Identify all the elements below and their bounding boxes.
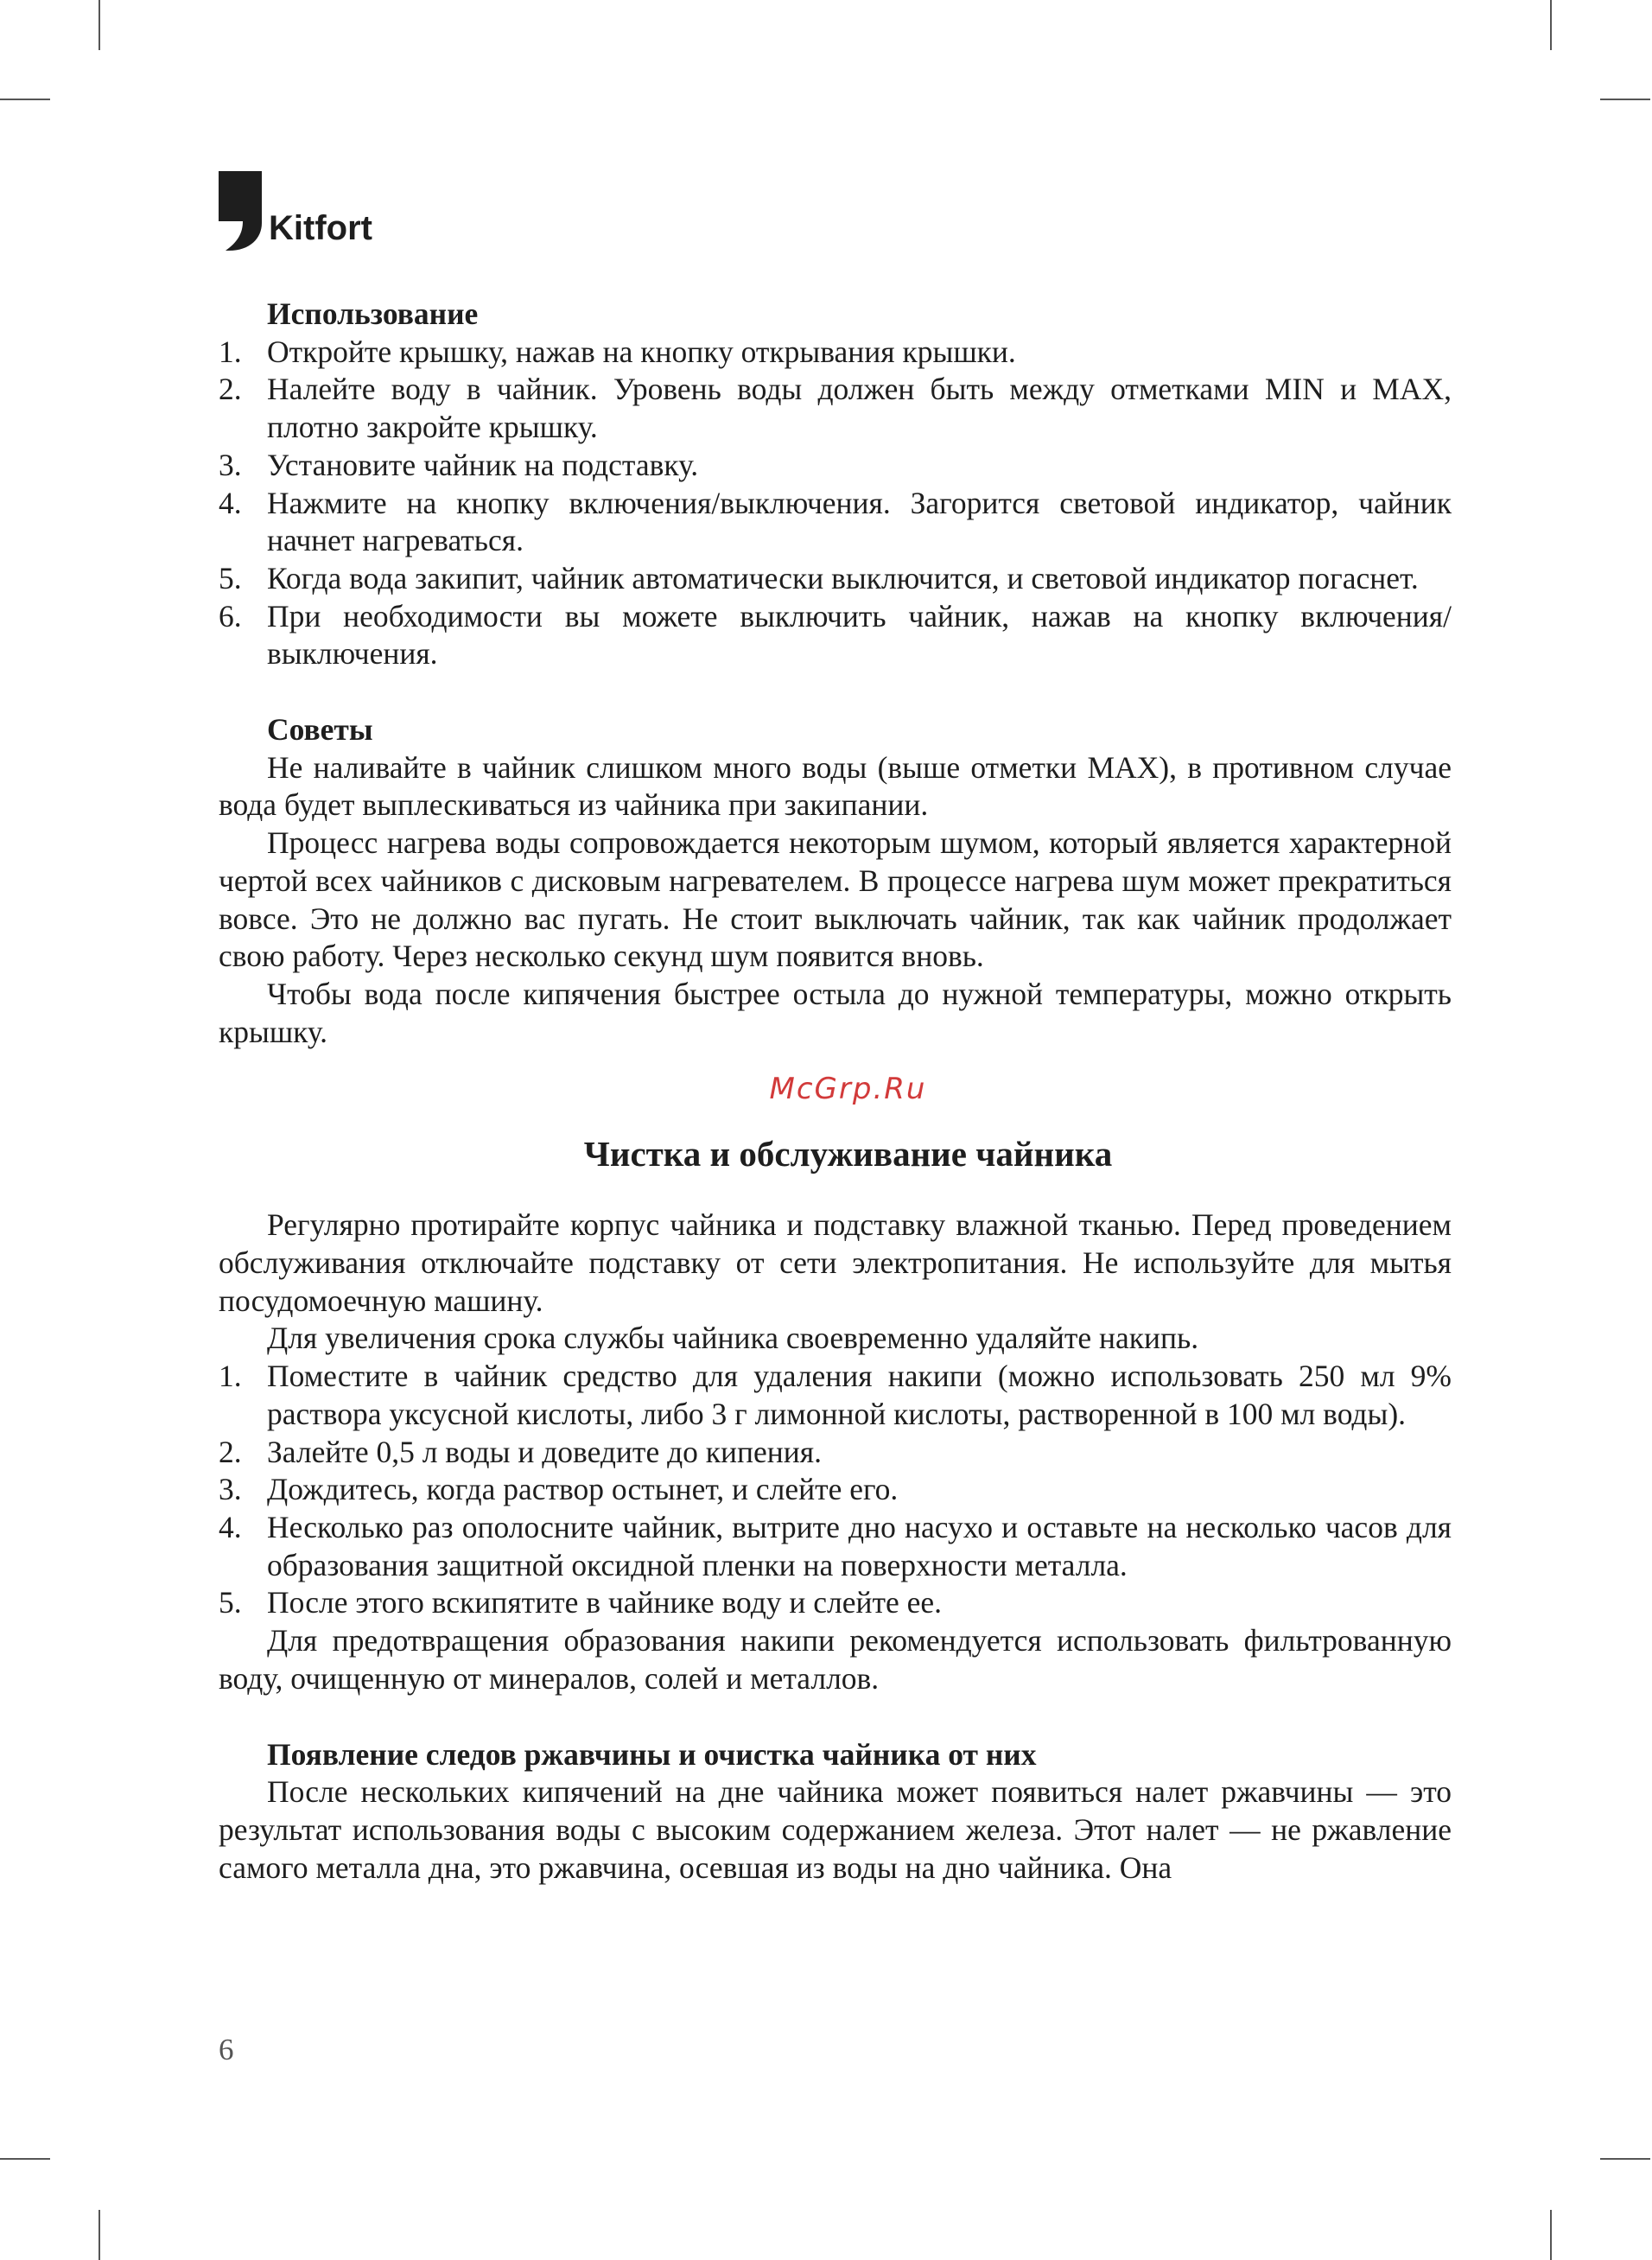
list-item: 4. Несколько раз ополосните чайник, вытрите дно насухо и оставьте на несколько часов для образования защитной оксидной пленки на поверхности металла. — [219, 1509, 1452, 1582]
watermark: McGrp.Ru — [769, 1072, 927, 1107]
list-item: 2. Налейте воду в чайник. Уровень воды должен быть между отметками MIN и MAX, плотно закройте крышку. — [219, 372, 1452, 445]
kitfort-mark-icon — [219, 171, 262, 251]
usage-steps — [219, 334, 1452, 673]
crop-mark — [1600, 99, 1650, 100]
list-item: 5. Когда вода закипит, чайник автоматически выключится, и световой индикатор погаснет. — [219, 560, 1419, 595]
list-item: 6. При необходимости вы можете выключить чайник, нажав на кнопку включения/выключения. — [219, 598, 1452, 672]
list-item: 4. Нажмите на кнопку включения/выключения. Загорится световой индикатор, чайник начнет нагреваться. — [219, 485, 1452, 558]
crop-mark — [98, 2210, 100, 2260]
crop-mark — [98, 0, 100, 50]
list-item: 5. После этого вскипятите в чайнике воду и слейте ее. — [219, 1585, 943, 1620]
tips-paragraph: Чтобы вода после кипячения быстрее остыла до нужной температуры, можно открыть крышку. — [219, 976, 1452, 1049]
list-item: 1. Поместите в чайник средство для удаления накипи (можно использовать 250 мл 9% раствора уксусной кислоты, либо 3 г лимонной кислоты, растворенной в 100 мл воды). — [219, 1359, 1452, 1431]
brand-logo — [219, 171, 391, 258]
crop-mark — [1600, 2158, 1650, 2160]
cleaning-intro: Регулярно протирайте корпус чайника и подставку влажной тканью. Перед проведением обслуживания отключайте подставку от сети электропитания. Не используйте для мытья посудомоечную машину. — [219, 1207, 1452, 1318]
page-number: 6 — [219, 2033, 234, 2066]
tips-paragraph: Процесс нагрева воды сопровождается некоторым шумом, который является характерной чертой всех чайников с дисковым нагревателем. В процессе нагрева шум может прекратиться вовсе. Это не должно вас пугать. Не стоит выключать чайник, так как чайник продолжает свою работу. Через несколько секунд шум появится вновь. — [219, 825, 1452, 974]
tips-paragraph: Не наливайте в чайник слишком много воды (выше отметки MAX), в противном случае вода будет выплескиваться из чайника при закипании. — [219, 749, 1452, 823]
section-title: Чистка и обслуживание чайника — [583, 1134, 1113, 1175]
rust-heading: Появление следов ржавчины и очистка чайника от них — [267, 1736, 1037, 1772]
cleaning-intro: Для увеличения срока службы чайника своевременно удаляйте накипь. — [267, 1321, 1199, 1356]
list-item: 3. Установите чайник на подставку. — [219, 447, 699, 482]
list-item: 1. Откройте крышку, нажав на кнопку открывания крышки. — [219, 334, 1016, 369]
usage-heading: Использование — [267, 296, 479, 331]
list-item: 3. Дождитесь, когда раствор остынет, и слейте его. — [219, 1472, 899, 1507]
brand-name: Kitfort — [269, 209, 372, 247]
crop-mark — [1550, 0, 1552, 50]
cleaning-outro: Для предотвращения образования накипи рекомендуется использовать фильтрованную воду, очищенную от минералов, солей и металлов. — [219, 1623, 1452, 1696]
page-content — [219, 296, 1452, 1887]
tips-heading: Советы — [267, 712, 373, 748]
rust-paragraph: После нескольких кипячений на дне чайника может появиться налет ржавчины — это результат использования воды с высоким содержанием железа. Этот налет — не ржавление самого металла дна, это ржавчина, осевшая из воды на дно чайника. Она — [219, 1774, 1452, 1885]
cleaning-steps — [219, 1358, 1452, 1622]
list-item: 2. Залейте 0,5 л воды и доведите до кипения. — [219, 1434, 822, 1469]
crop-mark — [0, 2158, 50, 2160]
crop-mark — [1550, 2210, 1552, 2260]
crop-mark — [0, 99, 50, 100]
